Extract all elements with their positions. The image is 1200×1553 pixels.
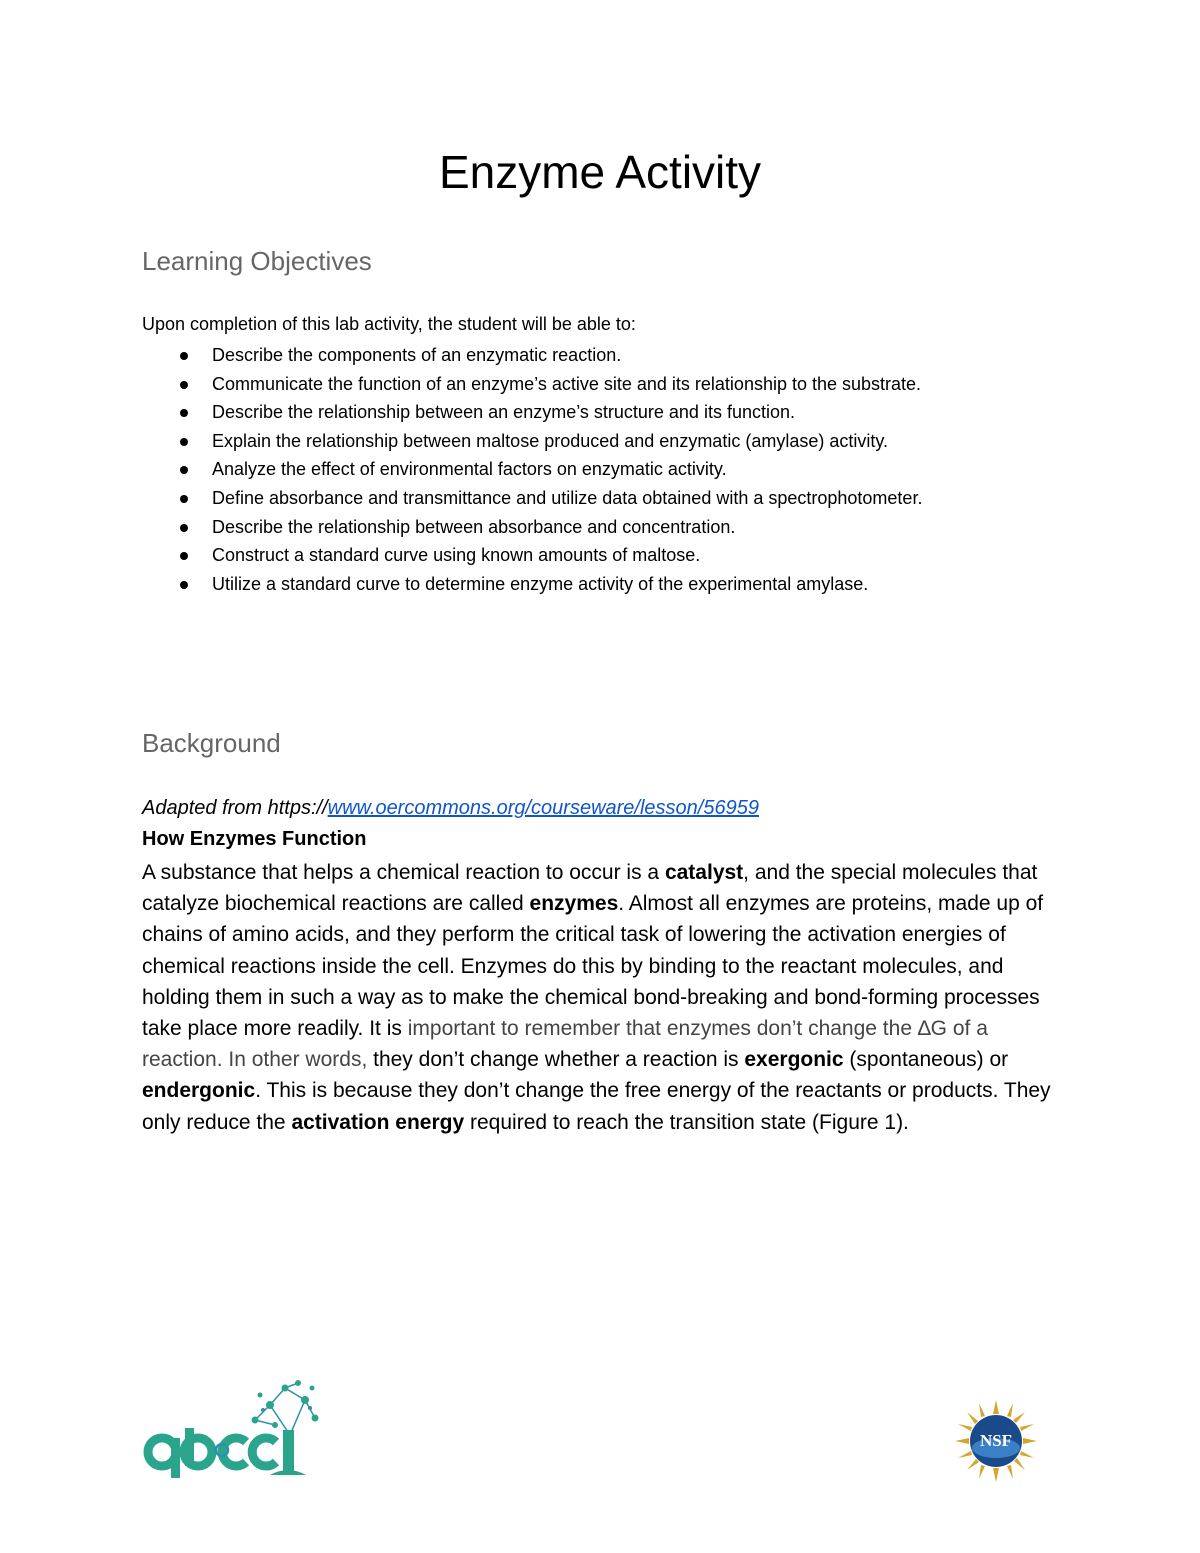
text-run: required to reach the transition state (Figure 1). (464, 1110, 909, 1134)
bullet-icon (180, 466, 188, 474)
bullet-icon (180, 352, 188, 360)
objective-text: Utilize a standard curve to determine enzyme activity of the experimental amylase. (212, 573, 869, 594)
objective-item (142, 513, 1042, 542)
qbcc-logo (140, 1380, 325, 1480)
learning-objectives-heading: Learning Objectives (142, 246, 372, 276)
bullet-icon (180, 409, 188, 417)
page-title: Enzyme Activity (438, 146, 762, 198)
objective-item (142, 455, 1042, 484)
objectives-list (142, 341, 1042, 598)
bullet-icon (180, 495, 188, 503)
nsf-logo (955, 1400, 1037, 1482)
text-run: (spontaneous) or (843, 1048, 1009, 1072)
term-endergonic: endergonic (142, 1079, 256, 1103)
objective-text: Describe the relationship between absorbance and concentration. (212, 516, 736, 537)
bullet-icon (180, 381, 188, 389)
objective-item (142, 570, 1042, 599)
bullet-icon (180, 438, 188, 446)
source-prefix: Adapted from https:// (142, 797, 328, 819)
source-link[interactable]: www.oercommons.org/courseware/lesson/56959 (327, 797, 759, 819)
objective-text: Explain the relationship between maltose produced and enzymatic (amylase) activity. (212, 430, 889, 451)
objective-text: Define absorbance and transmittance and utilize data obtained with a spectrophotometer. (212, 487, 923, 508)
objective-item (142, 341, 1042, 370)
background-paragraph (142, 857, 1072, 1138)
bullet-icon (180, 581, 188, 589)
objective-text: Communicate the function of an enzyme’s active site and its relationship to the substrate. (212, 373, 922, 394)
bullet-icon (180, 524, 188, 532)
text-run: they don’t change whether a reaction is (367, 1048, 745, 1072)
term-enzymes: enzymes (529, 892, 619, 916)
objective-item (142, 484, 1042, 513)
objective-item (142, 370, 1042, 399)
objective-item (142, 427, 1042, 456)
source-citation (142, 797, 759, 820)
background-heading: Background (142, 728, 281, 758)
objective-text: Describe the relationship between an enzyme’s structure and its function. (212, 402, 795, 423)
term-catalyst: catalyst (664, 861, 744, 884)
objective-text: Describe the components of an enzymatic reaction. (212, 345, 622, 365)
how-enzymes-function-heading: How Enzymes Function (142, 828, 367, 850)
text-run: , and the special molecules that catalyze biochemical reactions are called (142, 861, 1038, 916)
objective-text: Analyze the effect of environmental factors on enzymatic activity. (212, 459, 727, 480)
bullet-icon (180, 552, 188, 560)
text-run: . This is because they don’t change the free energy of the reactants or products. They only reduce the (142, 1079, 1051, 1134)
text-run: A substance that helps a chemical reaction to occur is a (142, 861, 665, 884)
nsf-logo-text: NSF (979, 1431, 1013, 1450)
objective-item (142, 398, 1042, 427)
objectives-intro: Upon completion of this lab activity, the student will be able to: (142, 314, 636, 334)
text-run: important to remember that enzymes don’t change the ∆G of a reaction. In other words, (142, 1017, 988, 1072)
term-activation-energy: activation energy (291, 1110, 465, 1134)
objective-item (142, 541, 1042, 570)
objective-text: Construct a standard curve using known amounts of maltose. (212, 545, 701, 566)
term-exergonic: exergonic (744, 1048, 844, 1072)
text-run: . Almost all enzymes are proteins, made up of chains of amino acids, and they perform the critical task of lowering the activation energies of chemical reactions inside the cell. Enzymes do this by binding to the reactant molecules, and holding them in such a way as to make the chemical bond-breaking and bond-forming processes take place more readily. It is (142, 892, 1044, 1041)
